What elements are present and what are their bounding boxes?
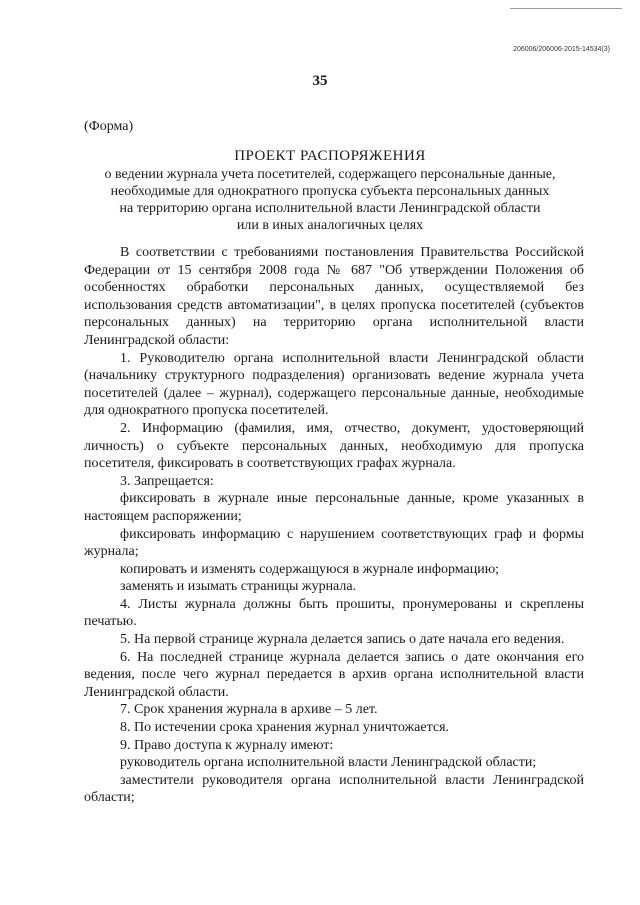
paragraph-prohibition-3: копировать и изменять содержащуюся в журнале информацию; xyxy=(120,561,500,577)
document-body xyxy=(84,244,584,807)
paragraph-access-2: заместители руководителя органа исполнительной власти Ленинградской области; xyxy=(84,772,584,806)
form-label: (Форма) xyxy=(84,119,134,134)
paragraph-item-5: 5. На первой странице журнала делается запись о дате начала его ведения. xyxy=(120,632,565,648)
title-block xyxy=(60,148,600,234)
document-title: ПРОЕКТ РАСПОРЯЖЕНИЯ xyxy=(234,148,426,164)
page-number: 35 xyxy=(312,73,328,89)
paragraph-access-1: руководитель органа исполнительной власти Ленинградской области; xyxy=(120,755,537,771)
title-line: необходимые для однократного пропуска субъекта персональных данных xyxy=(110,184,550,199)
paragraph-item-3: 3. Запрещается: xyxy=(120,473,214,489)
paragraph-item-9: 9. Право доступа к журналу имеют: xyxy=(120,737,334,753)
paragraph-item-1: 1. Руководителю органа исполнительной власти Ленинградской области (начальнику структурного подразделения) организовать ведение журнала учета посетителей (далее – журнал), содержащего персональные данные, необходимые для однократного пропуска посетителей. xyxy=(84,350,584,419)
paragraph-prohibition-1: фиксировать в журнале иные персональные данные, кроме указанных в настоящем распоряжении; xyxy=(84,491,584,524)
paragraph-preamble: В соответствии с требованиями постановления Правительства Российской Федерации от 15 сентября 2008 года № 687 "Об утверждении Положения об особенностях обработки персональных данных, осуществляемой без использования средств автоматизации", в целях пропуска посетителей (субъектов персональных данных) на территорию органа исполнительной власти Ленинградской области: xyxy=(84,245,584,348)
document-id: 206006/206006-2015-14534(3) xyxy=(513,46,610,53)
paragraph-item-6: 6. На последней странице журнала делается запись о дате окончания его ведения, после чего журнал передается в архив органа исполнительной власти Ленинградской области. xyxy=(84,649,584,700)
paragraph-prohibition-4: заменять и изымать страницы журнала. xyxy=(120,579,357,595)
paragraph-item-4: 4. Листы журнала должны быть прошиты, пронумерованы и скреплены печатью. xyxy=(84,596,584,630)
paragraph-item-7: 7. Срок хранения журнала в архиве – 5 лет. xyxy=(120,702,378,718)
title-line: или в иных аналогичных целях xyxy=(236,218,424,233)
title-line: на территорию органа исполнительной власти Ленинградской области xyxy=(119,201,541,216)
paragraph-item-2: 2. Информацию (фамилия, имя, отчество, документ, удостоверяющий личность) о субъекте персональных данных, необходимую для пропуска посетителя, фиксировать в соответствующих графах журнала. xyxy=(84,420,584,472)
title-line: о ведении журнала учета посетителей, содержащего персональные данные, xyxy=(104,167,556,182)
paragraph-prohibition-2: фиксировать информацию с нарушением соответствующих граф и формы журнала; xyxy=(84,526,584,560)
paragraph-item-8: 8. По истечении срока хранения журнал уничтожается. xyxy=(120,720,450,736)
top-rule xyxy=(510,8,622,9)
